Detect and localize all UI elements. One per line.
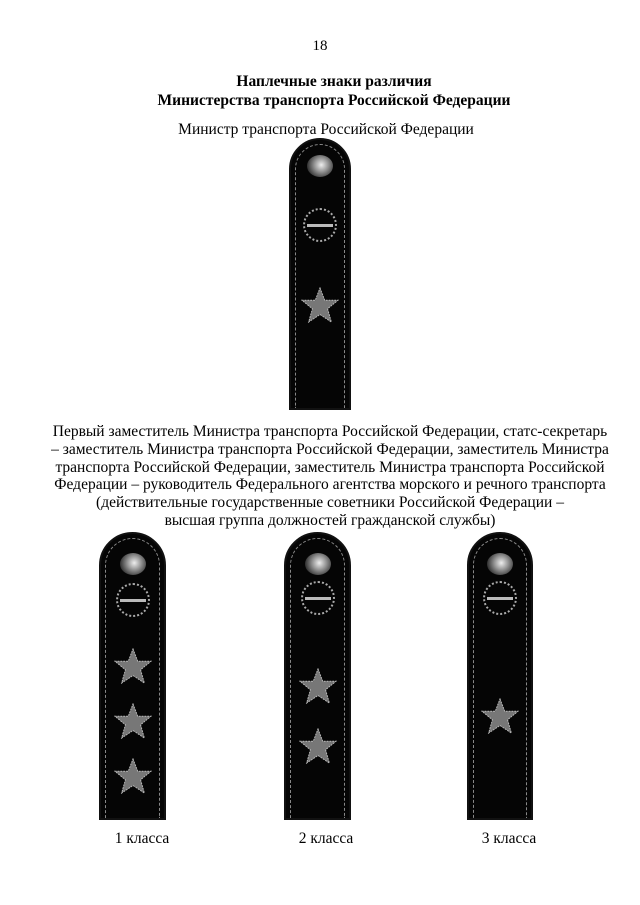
- shoulder-board-class-2: [284, 532, 351, 820]
- globe-emblem-icon: [487, 553, 513, 575]
- title-line-1: Наплечные знаки различия: [236, 73, 432, 90]
- ministry-badge-icon: [303, 208, 337, 242]
- class-1-label: 1 класса: [114, 830, 170, 847]
- shoulder-board-class-3: [467, 532, 533, 820]
- star-icon: [114, 703, 152, 739]
- caption-line: транспорта Российской Федерации, заместитель Министра транспорта Российской: [55, 458, 605, 476]
- shoulder-board-minister: [289, 138, 351, 410]
- class-3-label: 3 класса: [481, 830, 537, 847]
- minister-caption: Министр транспорта Российской Федерации: [178, 121, 474, 138]
- star-icon: [114, 758, 152, 794]
- caption-line: Первый заместитель Министра транспорта Российской Федерации, статс-секретарь: [52, 423, 608, 440]
- title-line-2: Министерства транспорта Российской Федерации: [157, 92, 511, 109]
- star-icon: [481, 698, 519, 734]
- globe-emblem-icon: [120, 553, 146, 575]
- caption-line: – заместитель Министра транспорта Российской Федерации, заместитель Министра: [51, 440, 609, 458]
- caption-line: (действительные государственные советники Российской Федерации –: [96, 494, 564, 512]
- caption-line: Федерации – руководитель Федерального агентства морского и речного транспорта: [54, 476, 606, 494]
- page-number: 18: [312, 38, 328, 54]
- shoulder-board-class-1: [99, 532, 166, 820]
- globe-emblem-icon: [305, 553, 331, 575]
- caption-line: высшая группа должностей гражданской службы): [164, 511, 496, 529]
- deputies-caption: [40, 423, 620, 530]
- ministry-badge-icon: [116, 583, 150, 617]
- star-icon: [299, 668, 337, 704]
- star-icon: [114, 648, 152, 684]
- star-icon: [299, 728, 337, 764]
- star-icon: [301, 287, 339, 323]
- class-2-label: 2 класса: [298, 830, 354, 847]
- globe-emblem-icon: [307, 155, 333, 177]
- ministry-badge-icon: [483, 581, 517, 615]
- page-title: [0, 72, 640, 110]
- ministry-badge-icon: [301, 581, 335, 615]
